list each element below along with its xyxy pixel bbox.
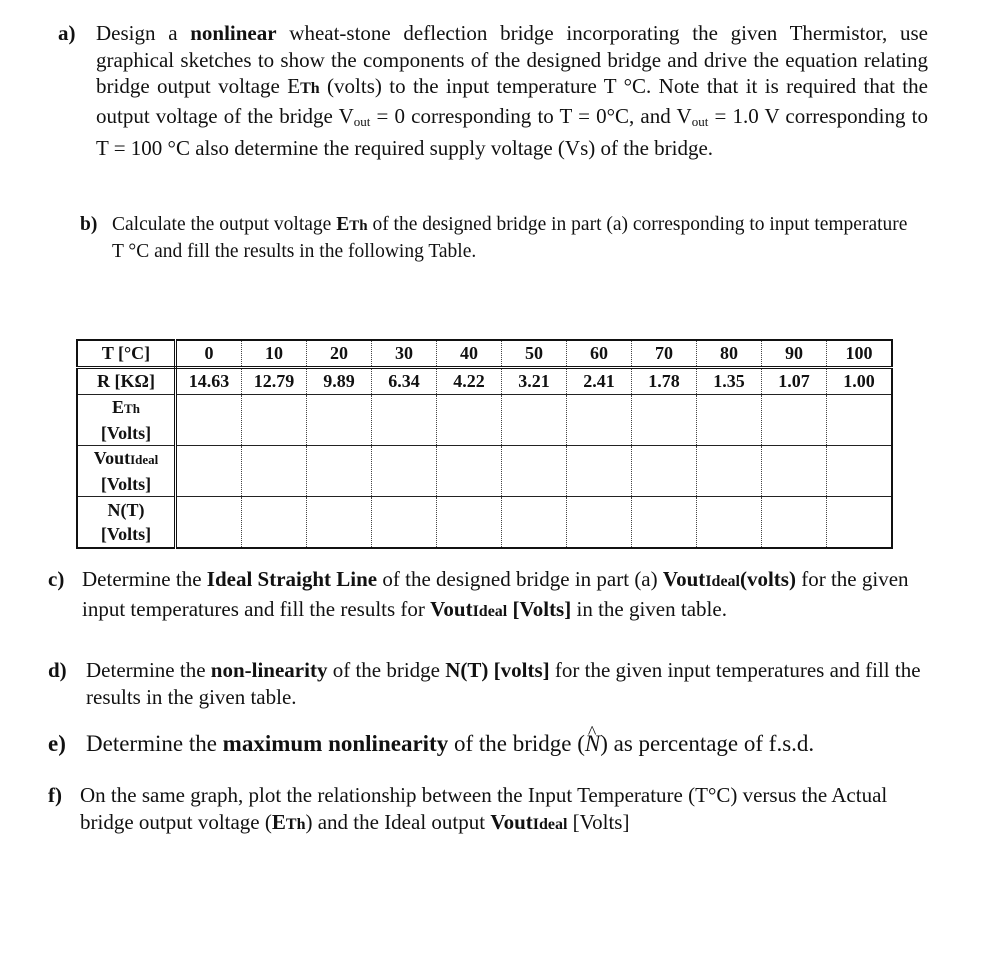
temp-cell: 20 — [307, 340, 372, 368]
resistance-cell: 4.22 — [437, 368, 502, 395]
vout-ideal-cell[interactable] — [437, 446, 502, 497]
nonlinearity-cell[interactable] — [307, 497, 372, 549]
vout-ideal-header: VoutIdeal [Volts] — [77, 446, 176, 497]
n-hat-symbol: ^ N — [585, 730, 600, 758]
nonlinearity-cell[interactable] — [502, 497, 567, 549]
vout-ideal-cell[interactable] — [242, 446, 307, 497]
temp-cell: 60 — [567, 340, 632, 368]
eth-cell[interactable] — [567, 395, 632, 446]
resistance-cell: 1.00 — [827, 368, 893, 395]
resistance-cell: 14.63 — [176, 368, 242, 395]
eth-cell[interactable] — [762, 395, 827, 446]
temp-cell: 10 — [242, 340, 307, 368]
eth-cell[interactable] — [307, 395, 372, 446]
question-a — [58, 20, 928, 162]
nonlinearity-cell[interactable] — [632, 497, 697, 549]
eth-cell[interactable] — [372, 395, 437, 446]
question-f — [48, 782, 938, 838]
resistance-cell: 1.07 — [762, 368, 827, 395]
vout-ideal-cell[interactable] — [567, 446, 632, 497]
nonlinearity-cell[interactable] — [437, 497, 502, 549]
eth-cell[interactable] — [502, 395, 567, 446]
question-c-label: c) — [48, 567, 65, 591]
eth-cell[interactable] — [697, 395, 762, 446]
question-e — [48, 730, 948, 758]
vout-ideal-cell[interactable] — [307, 446, 372, 497]
temp-cell: 80 — [697, 340, 762, 368]
temp-cell: 30 — [372, 340, 437, 368]
question-c-text: Determine the Ideal Straight Line of the designed bridge in part (a) VoutIdeal(volts) for the given input temperatures and fill the results for VoutIdeal [Volts] in the given table. — [82, 567, 909, 621]
vout-ideal-cell[interactable] — [827, 446, 893, 497]
question-d — [48, 657, 938, 710]
nonlinearity-cell[interactable] — [827, 497, 893, 549]
nonlinearity-cell[interactable] — [762, 497, 827, 549]
nonlinearity-cell[interactable] — [567, 497, 632, 549]
results-table — [76, 339, 893, 549]
nonlinearity-header: N(T) [Volts] — [77, 497, 176, 549]
resistance-header: R [KΩ] — [77, 368, 176, 395]
eth-cell[interactable] — [632, 395, 697, 446]
question-b-text: Calculate the output voltage ETh of the designed bridge in part (a) corresponding to input temperature T °C and fill the results in the following Table. — [112, 214, 908, 262]
resistance-cell: 2.41 — [567, 368, 632, 395]
temp-cell: 50 — [502, 340, 567, 368]
eth-header: ETh [Volts] — [77, 395, 176, 446]
temp-cell: 40 — [437, 340, 502, 368]
question-a-label: a) — [58, 21, 76, 45]
nonlinearity-cell[interactable] — [176, 497, 242, 549]
question-d-text: Determine the non-linearity of the bridge N(T) [volts] for the given input temperatures and fill the results in the given table. — [86, 658, 921, 709]
resistance-cell: 1.35 — [697, 368, 762, 395]
eth-cell[interactable] — [176, 395, 242, 446]
temperature-header: T [°C] — [77, 340, 176, 368]
resistance-row — [77, 368, 892, 395]
nonlinearity-row — [77, 497, 892, 549]
resistance-cell: 12.79 — [242, 368, 307, 395]
resistance-cell: 3.21 — [502, 368, 567, 395]
vout-ideal-cell[interactable] — [632, 446, 697, 497]
resistance-cell: 9.89 — [307, 368, 372, 395]
question-a-text: Design a nonlinear wheat-stone deflection bridge incorporating the given Thermistor, use graphical sketches to show the components of the designed bridge and drive the equation relating bridge output voltage ETh (volts) to the input temperature T °C. Note that it is required that the output voltage of the bridge $V_{out} = 0$ corresponding to T = 0°C, and $V_{out} = 1.0$ V corresponding to T = 100 °C also determine the required supply voltage (Vs) of the bridge. — [96, 21, 928, 160]
question-b-label: b) — [80, 214, 98, 235]
question-e-label: e) — [48, 731, 66, 756]
question-e-text: Determine the maximum nonlinearity of the bridge (^ N) as percentage of f.s.d. — [86, 730, 948, 758]
temp-cell: 70 — [632, 340, 697, 368]
resistance-cell: 6.34 — [372, 368, 437, 395]
nonlinearity-cell[interactable] — [372, 497, 437, 549]
vout-ideal-cell[interactable] — [372, 446, 437, 497]
vout-ideal-cell[interactable] — [762, 446, 827, 497]
nonlinearity-cell[interactable] — [697, 497, 762, 549]
question-c — [48, 566, 938, 625]
temp-cell: 100 — [827, 340, 893, 368]
question-d-label: d) — [48, 658, 67, 682]
vout-ideal-cell[interactable] — [176, 446, 242, 497]
temp-cell: 90 — [762, 340, 827, 368]
vout-ideal-row — [77, 446, 892, 497]
temp-cell: 0 — [176, 340, 242, 368]
question-b — [80, 212, 920, 264]
resistance-cell: 1.78 — [632, 368, 697, 395]
temperature-row — [77, 340, 892, 368]
question-f-text: On the same graph, plot the relationship between the Input Temperature (T°C) versus the Actual bridge output voltage (ETh) and the Ideal output VoutIdeal [Volts] — [80, 783, 888, 834]
eth-cell[interactable] — [437, 395, 502, 446]
nonlinearity-cell[interactable] — [242, 497, 307, 549]
eth-cell[interactable] — [827, 395, 893, 446]
vout-ideal-cell[interactable] — [697, 446, 762, 497]
eth-row — [77, 395, 892, 446]
vout-ideal-cell[interactable] — [502, 446, 567, 497]
eth-cell[interactable] — [242, 395, 307, 446]
question-f-label: f) — [48, 783, 62, 807]
